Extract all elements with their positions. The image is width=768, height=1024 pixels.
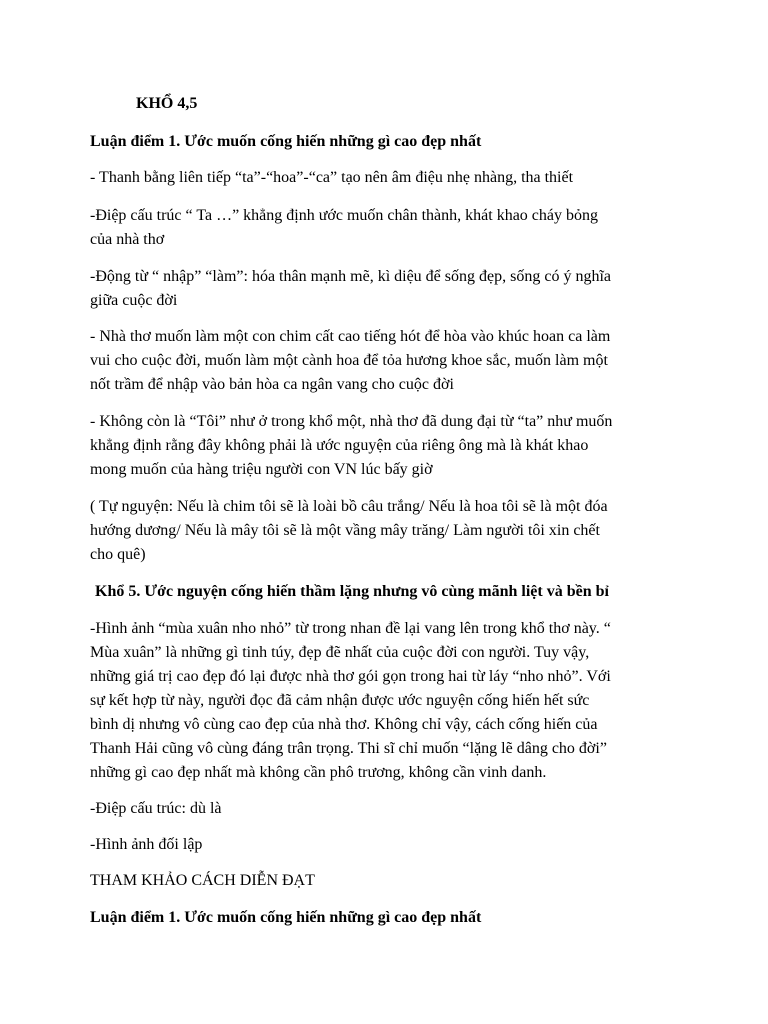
point-1-title: Luận điểm 1. Ước muốn cống hiến những gì cao đẹp nhất	[90, 133, 482, 150]
reference-heading: THAM KHẢO CÁCH DIỄN ĐẠT	[90, 872, 315, 889]
paragraph-7-line-6: Thanh Hải cũng vô cùng đáng trân trọng. Thi sĩ chỉ muốn “lặng lẽ dâng cho đời”	[90, 740, 607, 757]
paragraph-6-line-3: cho quê)	[90, 546, 146, 563]
paragraph-3-line-2: giữa cuộc đời	[90, 292, 178, 309]
paragraph-7-line-1: -Hình ảnh “mùa xuân nho nhỏ” từ trong nhan đề lại vang lên trong khổ thơ này. “	[90, 620, 611, 637]
paragraph-3-line-1: -Động từ “ nhập” “làm”: hóa thân mạnh mẽ, kì diệu để sống đẹp, sống có ý nghĩa	[90, 268, 611, 285]
section-5-title: Khổ 5. Ước nguyện cống hiến thầm lặng nhưng vô cùng mãnh liệt và bền bỉ	[95, 583, 609, 600]
paragraph-6-line-1: ( Tự nguyện: Nếu là chim tôi sẽ là loài bồ câu trắng/ Nếu là hoa tôi sẽ là một đóa	[90, 498, 608, 515]
paragraph-2-line-2: của nhà thơ	[90, 231, 165, 248]
paragraph-5-line-3: mong muốn của hàng triệu người con VN lúc bấy giờ	[90, 461, 433, 478]
paragraph-1-line-1: - Thanh bằng liên tiếp “ta”-“hoa”-“ca” tạo nên âm điệu nhẹ nhàng, tha thiết	[90, 169, 574, 186]
paragraph-4-line-1: - Nhà thơ muốn làm một con chim cất cao tiếng hót để hòa vào khúc hoan ca làm	[90, 328, 611, 345]
paragraph-4-line-3: nốt trầm để nhập vào bản hòa ca ngân vang cho cuộc đời	[90, 376, 454, 393]
paragraph-7-line-5: bình dị nhưng vô cùng cao đẹp của nhà thơ. Không chỉ vậy, cách cống hiến của	[90, 716, 598, 733]
paragraph-7-line-2: Mùa xuân” là những gì tinh túy, đẹp đẽ nhất của cuộc đời con người. Tuy vậy,	[90, 644, 590, 661]
paragraph-7-line-4: sự kết hợp từ này, người đọc đã cảm nhận được ước nguyện cống hiến hết sức	[90, 692, 590, 709]
paragraph-9-line-1: -Hình ảnh đối lập	[90, 836, 203, 853]
paragraph-6-line-2: hướng dương/ Nếu là mây tôi sẽ là một vầng mây trăng/ Làm người tôi xin chết	[90, 522, 600, 539]
paragraph-7-line-7: những gì cao đẹp nhất mà không cần phô trương, không cần vinh danh.	[90, 764, 547, 781]
section-heading: KHỔ 4,5	[136, 95, 198, 112]
point-1-title-repeat: Luận điểm 1. Ước muốn cống hiến những gì cao đẹp nhất	[90, 909, 482, 926]
paragraph-4-line-2: vui cho cuộc đời, muốn làm một cành hoa để tỏa hương khoe sắc, muốn làm một	[90, 352, 608, 369]
paragraph-7-line-3: những giá trị cao đẹp đó lại được nhà thơ gói gọn trong hai từ láy “nho nhỏ”. Với	[90, 668, 611, 685]
paragraph-2-line-1: -Điệp cấu trúc “ Ta …” khẳng định ước muốn chân thành, khát khao cháy bỏng	[90, 207, 599, 224]
paragraph-5-line-2: khẳng định rằng đây không phải là ước nguyện của riêng ông mà là khát khao	[90, 437, 589, 454]
paragraph-5-line-1: - Không còn là “Tôi” như ở trong khổ một, nhà thơ đã dung đại từ “ta” như muốn	[90, 413, 613, 430]
paragraph-8-line-1: -Điệp cấu trúc: dù là	[90, 800, 222, 817]
